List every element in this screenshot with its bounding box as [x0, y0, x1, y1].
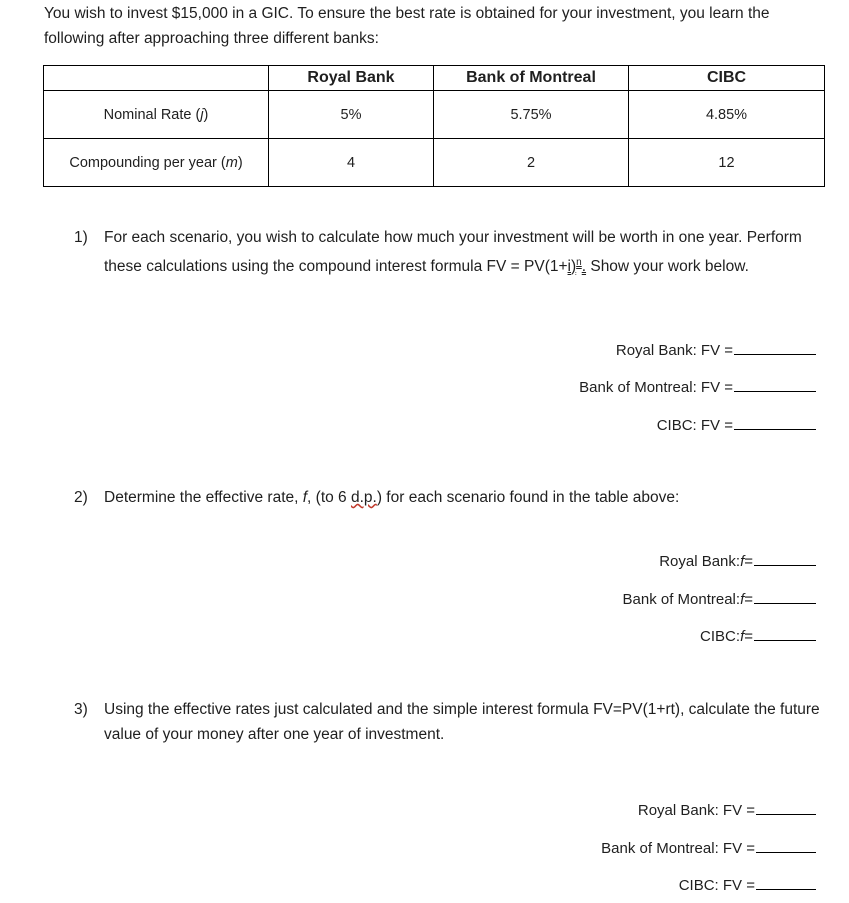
answer-q2-royal-bank[interactable]: Royal Bank: f =: [659, 551, 816, 570]
question-1-number: 1): [74, 229, 88, 246]
answer-q1-royal-bank[interactable]: Royal Bank: FV =: [616, 340, 816, 359]
table-header-row: [44, 66, 825, 91]
cell-bmo-rate: 5.75%: [434, 91, 629, 139]
cell-royal-bank-compounding: 4: [269, 139, 434, 187]
table-header-cibc: CIBC: [629, 66, 825, 91]
answer-q3-royal-bank[interactable]: Royal Bank: FV =: [638, 800, 816, 819]
answer-q2-bmo[interactable]: Bank of Montreal: f =: [623, 589, 817, 608]
row-label-nominal-rate: Nominal Rate (j): [44, 91, 269, 139]
cell-cibc-rate: 4.85%: [629, 91, 825, 139]
answer-q3-bmo[interactable]: Bank of Montreal: FV =: [601, 838, 816, 857]
table-header-bank-of-montreal: Bank of Montreal: [434, 66, 629, 91]
table-row-nominal-rate: [44, 91, 825, 139]
question-3-text: Using the effective rates just calculated and the simple interest formula FV=PV(1+rt), calculate the future value of your money after one year of investment.: [104, 701, 820, 743]
table-row-compounding: [44, 139, 825, 187]
row-label-compounding: Compounding per year (m): [44, 139, 269, 187]
table-header-royal-bank: Royal Bank: [269, 66, 434, 91]
answer-q3-cibc[interactable]: CIBC: FV =: [679, 875, 816, 894]
answer-q1-bmo[interactable]: Bank of Montreal: FV =: [579, 377, 816, 396]
answer-q2-cibc[interactable]: CIBC: f =: [700, 626, 816, 645]
question-3-number: 3): [74, 701, 88, 718]
question-2-text: Determine the effective rate, f, (to 6 d.p.) for each scenario found in the table above:: [104, 489, 680, 506]
cell-bmo-compounding: 2: [434, 139, 629, 187]
question-1-text: For each scenario, you wish to calculate how much your investment will be worth in one year. Perform these calculations using the compound interest formula FV = $PV(1+i)^n$. Show your work below.: [104, 229, 802, 275]
cell-royal-bank-rate: 5%: [269, 91, 434, 139]
cell-cibc-compounding: 12: [629, 139, 825, 187]
table-header-blank: [44, 66, 269, 91]
intro-paragraph: You wish to invest $15,000 in a GIC. To ensure the best rate is obtained for your investment, you learn the following after approaching three different banks:: [44, 5, 770, 47]
question-2: [74, 486, 826, 511]
answer-q1-cibc[interactable]: CIBC: FV =: [657, 415, 816, 434]
rates-table: [43, 65, 825, 187]
question-2-number: 2): [74, 489, 88, 506]
question-3: [74, 698, 826, 747]
question-1: [74, 226, 826, 279]
